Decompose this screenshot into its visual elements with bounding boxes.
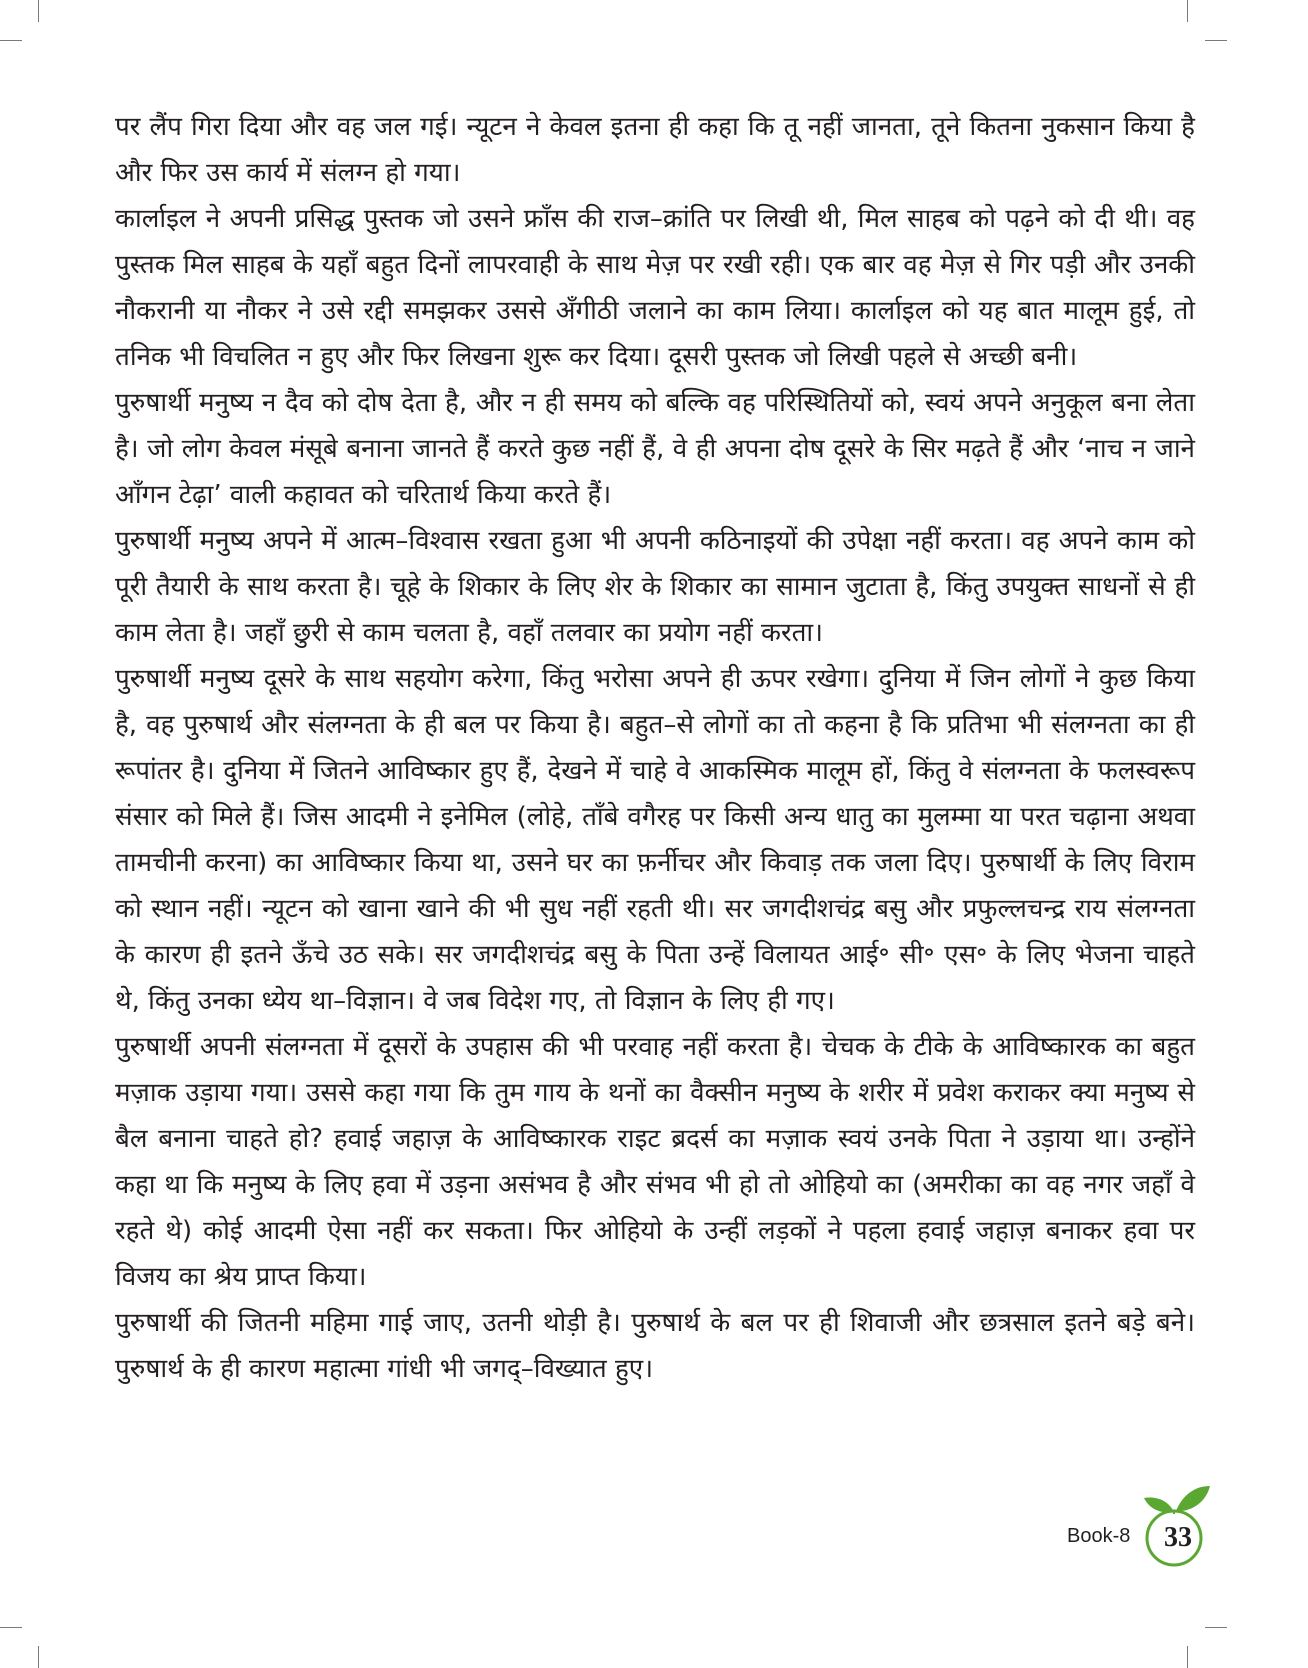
body-text [115, 104, 1195, 1392]
paragraph-3: पुरुषार्थी मनुष्य न दैव को दोष देता है, और न ही समय को बल्कि वह परिस्थितियों को, स्वयं अपने अनुकूल बना लेता है। जो लोग केवल मंसूबे बनाना जानते हैं करते कुछ नहीं हैं, वे ही अपना दोष दूसरे के सिर मढ़ते हैं और ‘नाच न जाने आँगन टेढ़ा’ वाली कहावत को चरितार्थ किया करते हैं। [115, 388, 1195, 510]
paragraph-6: पुरुषार्थी अपनी संलग्नता में दूसरों के उपहास की भी परवाह नहीं करता है। चेचक के टीके के आविष्कारक का बहुत मज़ाक उड़ाया गया। उससे कहा गया कि तुम गाय के थनों का वैक्सीन मनुष्य के शरीर में प्रवेश कराकर क्या मनुष्य से बैल बनाना चाहते हो? हवाई जहाज़ के आविष्कारक राइट ब्रदर्स का मज़ाक स्वयं उनके पिता ने उड़ाया था। उन्होंने कहा था कि मनुष्य के लिए हवा में उड़ना असंभव है और संभव भी हो तो ओहियो का (अमरीका का वह नगर जहाँ वे रहते थे) कोई आदमी ऐसा नहीं कर सकता। फिर ओहियो के उन्हीं लड़कों ने पहला हवाई जहाज़ बनाकर हवा पर विजय का श्रेय प्राप्त किया। [115, 1032, 1195, 1292]
book-label: Book-8 [1067, 1525, 1131, 1547]
crop-mark-top-left-v [38, 0, 39, 22]
crop-mark-bottom-right-h [1205, 1627, 1227, 1628]
paragraph-2: कार्लाइल ने अपनी प्रसिद्ध पुस्तक जो उसने फ्राँस की राज–क्रांति पर लिखी थी, मिल साहब को पढ़ने को दी थी। वह पुस्तक मिल साहब के यहाँ बहुत दिनों लापरवाही के साथ मेज़ पर रखी रही। एक बार वह मेज़ से गिर पड़ी और उनकी नौकरानी या नौकर ने उसे रद्दी समझकर उससे अँगीठी जलाने का काम लिया। कार्लाइल को यह बात मालूम हुई, तो तनिक भी विचलित न हुए और फिर लिखना शुरू कर दिया। दूसरी पुस्तक जो लिखी पहले से अच्छी बनी। [115, 204, 1195, 372]
crop-mark-bottom-right-v [1187, 1646, 1188, 1668]
crop-mark-top-right-v [1187, 0, 1188, 22]
paragraph-7: पुरुषार्थी की जितनी महिमा गाई जाए, उतनी थोड़ी है। पुरुषार्थ के बल पर ही शिवाजी और छत्रसाल इतने बड़े बने। पुरुषार्थ के ही कारण महात्मा गांधी भी जगद्–विख्यात हुए। [115, 1308, 1195, 1384]
crop-mark-bottom-left-h [0, 1627, 22, 1628]
crop-mark-top-left-h [0, 40, 22, 41]
paragraph-4: पुरुषार्थी मनुष्य अपने में आत्म–विश्वास रखता हुआ भी अपनी कठिनाइयों की उपेक्षा नहीं करता। वह अपने काम को पूरी तैयारी के साथ करता है। चूहे के शिकार के लिए शेर के शिकार का सामान जुटाता है, किंतु उपयुक्त साधनों से ही काम लेता है। जहाँ छुरी से काम चलता है, वहाँ तलवार का प्रयोग नहीं करता। [115, 526, 1195, 648]
crop-mark-bottom-left-v [38, 1646, 39, 1668]
paragraph-5: पुरुषार्थी मनुष्य दूसरे के साथ सहयोग करेगा, किंतु भरोसा अपने ही ऊपर रखेगा। दुनिया में जिन लोगों ने कुछ किया है, वह पुरुषार्थ और संलग्नता के ही बल पर किया है। बहुत–से लोगों का तो कहना है कि प्रतिभा भी संलग्नता का ही रूपांतर है। दुनिया में जितने आविष्कार हुए हैं, देखने में चाहे वे आकस्मिक मालूम हों, किंतु वे संलग्नता के फलस्वरूप संसार को मिले हैं। जिस आदमी ने इनेमिल (लोहे, ताँबे वगैरह पर किसी अन्य धातु का मुलम्मा या परत चढ़ाना अथवा तामचीनी करना) का आविष्कार किया था, उसने घर का फ़र्नीचर और किवाड़ तक जला दिए। पुरुषार्थी के लिए विराम को स्थान नहीं। न्यूटन को खाना खाने की भी सुध नहीं रहती थी। सर जगदीशचंद्र बसु और प्रफुल्लचन्द्र राय संलग्नता के कारण ही इतने ऊँचे उठ सके। सर जगदीशचंद्र बसु के पिता उन्हें विलायत आई॰ सी॰ एस॰ के लिए भेजना चाहते थे, किंतु उनका ध्येय था–विज्ञान। वे जब विदेश गए, तो विज्ञान के लिए ही गए। [115, 664, 1195, 1016]
paragraph-1: पर लैंप गिरा दिया और वह जल गई। न्यूटन ने केवल इतना ही कहा कि तू नहीं जानता, तूने कितना नुकसान किया है और फिर उस कार्य में संलग्न हो गया। [115, 112, 1195, 188]
crop-mark-top-right-h [1205, 40, 1227, 41]
page-number: 33 [1164, 1522, 1192, 1553]
